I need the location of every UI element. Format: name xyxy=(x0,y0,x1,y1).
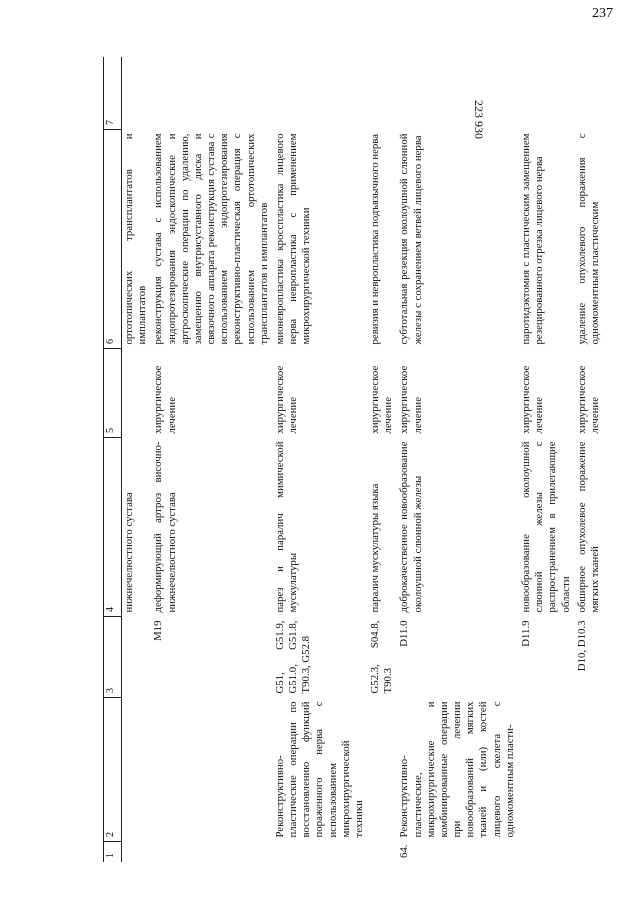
procedure-name xyxy=(519,698,575,842)
cost-cell xyxy=(273,57,368,130)
treatment-type: хирургическое лечение xyxy=(519,365,546,434)
treatment-type: хирургическое лечение xyxy=(152,365,178,434)
procedure-name xyxy=(575,698,604,842)
diagnosis: парез и паралич мимической мускулатуры xyxy=(273,441,300,613)
column-number-2: 2 xyxy=(104,698,122,842)
treatment-methods: ортотопических трансплантатов и имплантатов xyxy=(123,133,149,345)
column-number-6: 6 xyxy=(104,130,122,349)
cost-cell xyxy=(397,57,519,139)
treatment-type xyxy=(122,349,152,438)
column-number-3: 3 xyxy=(104,617,122,698)
table-row xyxy=(273,57,368,862)
row-number xyxy=(575,842,604,863)
cost-cell xyxy=(368,57,397,130)
treatment-type: хирургическое лечение xyxy=(273,365,300,434)
table-row xyxy=(519,57,575,862)
column-number-1: 1 xyxy=(104,842,122,863)
row-number xyxy=(122,842,152,863)
diagnosis: доброкачественное новообразование околоушной слюнной железы xyxy=(398,441,424,613)
table-row xyxy=(575,57,604,862)
diagnosis: деформирующий артроз височно-нижнечелюстного сустава xyxy=(152,441,178,613)
row-number xyxy=(273,842,368,863)
treatment-methods: мионевропластика кросспластика лицевого нерва невропластика с применением микрохирургической техники xyxy=(273,133,313,345)
treatment-type: хирургическое лечение xyxy=(369,365,395,434)
row-number xyxy=(368,842,397,863)
procedures-table xyxy=(103,57,604,862)
column-number-5: 5 xyxy=(104,349,122,438)
procedure-name: Реконструктивно-пластические, микрохирургические и комбинированные операции при лечении новообразований мягких тканей и (или) костей лицевого скелета с одномоментным пласти- xyxy=(398,701,516,838)
icd-codes: G51, G51.9, G51.0, G51.8, T90.3, G52.8 xyxy=(273,620,313,694)
cost-cell xyxy=(151,57,273,130)
treatment-methods: реконструкция сустава с использованием эндопротезирования эндоскопические и артроскопические операции по удалению, замещению внутрисуставного диска и связочного аппарата реконструкция сустава с использованием эндопротезирования реконструктивно-пластическая операция с использованием ортотопических трансплантатов и имплантатов xyxy=(152,133,270,345)
column-number-row xyxy=(104,57,122,862)
row-number: 64. xyxy=(398,844,411,858)
diagnosis: новообразование околоушной слюнной железы с распространением в прилегающие области xyxy=(519,441,572,613)
page-number: 237 xyxy=(592,6,613,21)
treatment-methods: удаление опухолевого поражения с одномоментным пластическим xyxy=(575,133,601,345)
treatment-methods: субтотальная резекция околоушной слюнной железы с сохранением ветвей лицевого нерва xyxy=(398,133,424,345)
treatment-methods: паротидэктомия с пластическим замещением резецированного отрезка лицевого нерва xyxy=(519,133,546,345)
reference-code: 223 930 xyxy=(472,100,486,139)
column-number-7: 7 xyxy=(104,57,122,130)
icd-codes: D11.0 xyxy=(398,620,411,647)
diagnosis: нижнечелюстного сустава xyxy=(123,492,135,613)
diagnosis: обширное опухолевое поражение мягких тканей xyxy=(575,441,601,613)
cost-cell xyxy=(519,57,575,130)
icd-codes: G52.3, S04.8, T90.3 xyxy=(369,620,395,694)
icd-codes xyxy=(122,617,152,698)
treatment-type: хирургическое лечение xyxy=(575,365,601,434)
cost-cell xyxy=(575,57,604,130)
icd-codes: D10, D10.3 xyxy=(575,620,588,672)
procedure-name xyxy=(122,698,152,842)
procedure-name xyxy=(368,698,397,842)
column-number-4: 4 xyxy=(104,438,122,617)
table-row xyxy=(397,57,519,862)
cost-cell xyxy=(122,57,152,130)
table-row xyxy=(151,57,273,862)
table-row xyxy=(368,57,397,862)
procedure-name: Реконструктивно-пластические операции по восстановлению функций пораженного нерва с использованием микрохирургической техники xyxy=(273,701,365,838)
icd-codes: M19 xyxy=(152,620,165,641)
icd-codes: D11.9 xyxy=(519,620,532,647)
treatment-type: хирургическое лечение xyxy=(398,365,424,434)
row-number xyxy=(519,842,575,863)
table-row xyxy=(122,57,152,862)
row-number xyxy=(151,842,273,863)
rotated-table-container xyxy=(103,57,623,862)
diagnosis: паралич мускулатуры языка xyxy=(369,483,382,613)
procedure-name xyxy=(151,698,273,842)
treatment-methods: ревизия и невропластика подъязычного нерва xyxy=(369,133,382,345)
